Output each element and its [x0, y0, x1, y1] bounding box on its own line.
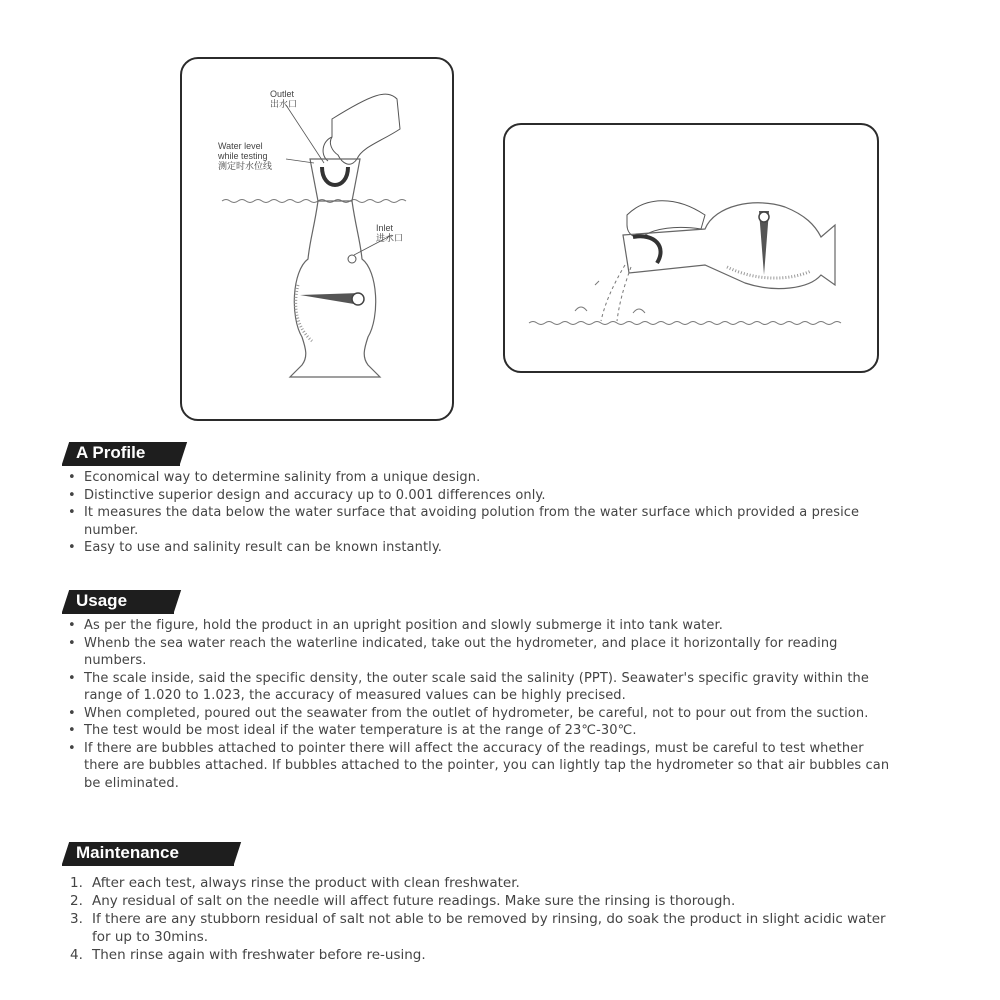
list-item: • As per the figure, hold the product in an upright position and slowly submerge it into tank water.	[62, 617, 892, 635]
maintenance-list	[62, 874, 892, 964]
maintenance-section	[62, 842, 892, 964]
list-item: • The test would be most ideal if the water temperature is at the range of 23℃-30℃.	[62, 722, 892, 740]
profile-heading-label: A Profile	[76, 443, 146, 462]
illustration-upright-panel	[180, 57, 454, 421]
maintenance-heading-label: Maintenance	[76, 843, 179, 862]
list-item: • It measures the data below the water surface that avoiding polution from the water surface which provided a presice number.	[62, 504, 892, 539]
maintenance-heading	[62, 842, 892, 866]
usage-list	[62, 617, 892, 792]
list-item: • Distinctive superior design and accuracy up to 0.001 differences only.	[62, 487, 892, 505]
outlet-callout: Outlet 出水口	[270, 89, 298, 109]
list-item: 1. After each test, always rinse the product with clean freshwater.	[70, 875, 520, 891]
list-item: • When completed, poured out the seawater from the outlet of hydrometer, be careful, not to pour out from the suction.	[62, 705, 892, 723]
hydrometer-upright-drawing	[182, 59, 452, 419]
profile-list	[62, 469, 892, 557]
profile-section	[62, 442, 892, 557]
inlet-callout: Inlet 进水口	[376, 223, 404, 243]
water-level-callout: Water level while testing 测定时水位线	[218, 141, 273, 171]
list-item: • Whenb the sea water reach the waterline indicated, take out the hydrometer, and place it horizontally for reading numbers.	[62, 635, 892, 670]
list-item: • If there are bubbles attached to pointer there will affect the accuracy of the readings, must be careful to test whether there are bubbles attached. If bubbles attached to the pointer, you can lightly tap the hydrometer so that air bubbles can be eliminated.	[62, 740, 892, 793]
list-item: • Easy to use and salinity result can be known instantly.	[62, 539, 892, 557]
usage-section	[62, 590, 892, 792]
list-item: 4. Then rinse again with freshwater before re-using.	[70, 947, 426, 963]
usage-heading-label: Usage	[76, 591, 128, 610]
list-item: • Economical way to determine salinity from a unique design.	[62, 469, 892, 487]
profile-heading	[62, 442, 892, 466]
hydrometer-horizontal-drawing	[505, 125, 877, 371]
usage-heading	[62, 590, 892, 614]
illustration-horizontal-panel	[503, 123, 879, 373]
list-item: • The scale inside, said the specific density, the outer scale said the salinity (PPT). Seawater's specific gravity within the range of 1.020 to 1.023, the accuracy of measured values can be highly precised.	[62, 670, 892, 705]
list-item: 2. Any residual of salt on the needle will affect future readings. Make sure the rinsing is thorough.	[70, 893, 736, 909]
list-item: 3. If there are any stubborn residual of salt not able to be removed by rinsing, do soak the product in slight acidic water for up to 30mins.	[70, 911, 886, 945]
